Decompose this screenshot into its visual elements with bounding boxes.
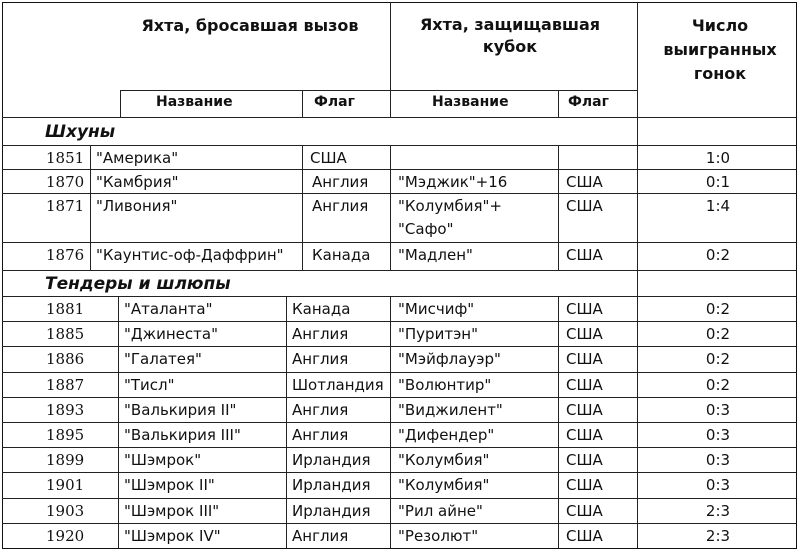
wins-cell: 0:3: [705, 476, 731, 495]
wins-cell: 0:1: [705, 173, 731, 191]
challenger-flag-cell: США: [310, 149, 347, 167]
grid-line: [2, 296, 796, 297]
year-cell: 1870: [46, 173, 85, 191]
grid-line: [286, 296, 287, 548]
defender-flag-cell: США: [566, 400, 603, 419]
defender-flag-cell: США: [566, 246, 603, 264]
year-cell: 1851: [46, 149, 85, 167]
year-cell: 1886: [46, 350, 85, 369]
defender-flag-cell: США: [566, 375, 603, 394]
grid-line: [558, 145, 559, 270]
defender-name-cell: "Мадлен": [398, 246, 473, 264]
defender-flag-cell: США: [566, 501, 603, 520]
subheader-defender-name: Название: [432, 94, 509, 110]
wins-cell: 0:2: [705, 325, 731, 344]
defender-name-cell-cont: "Сафо": [398, 220, 454, 238]
grid-line: [637, 145, 796, 146]
challenger-flag-cell: Канада: [292, 300, 351, 318]
year-cell: 1901: [46, 476, 85, 495]
defender-name-cell: "Рил айне": [398, 501, 483, 520]
grid-line: [390, 2, 391, 117]
defender-flag-cell: США: [566, 300, 603, 318]
header-defender: Яхта, защищавшая кубок: [419, 15, 601, 56]
grid-line: [637, 296, 638, 548]
wins-cell: 1:4: [705, 197, 731, 215]
year-cell: 1920: [46, 526, 85, 545]
wins-cell: 0:2: [705, 246, 731, 264]
grid-line: [120, 90, 637, 91]
year-cell: 1885: [46, 325, 85, 344]
defender-name-cell: "Резолют": [398, 526, 479, 545]
challenger-name-cell: "Аталанта": [124, 300, 213, 318]
subheader-defender-flag: Флаг: [568, 94, 609, 110]
section-tenders: Тендеры и шлюпы: [45, 274, 231, 294]
defender-name-cell: "Мэйфлауэр": [398, 350, 501, 369]
challenger-name-cell: "Шэмрок III": [124, 501, 220, 520]
wins-cell: 0:2: [705, 300, 731, 318]
grid-line: [2, 321, 796, 322]
challenger-flag-cell: Канада: [312, 246, 371, 264]
defender-name-cell: "Колумбия"+: [398, 197, 502, 215]
challenger-name-cell: "Валькирия II": [124, 400, 237, 419]
grid-line: [2, 422, 796, 423]
wins-cell: 0:3: [705, 426, 731, 444]
challenger-flag-cell: Англия: [292, 350, 349, 369]
header-wins: Число выигранных гонок: [663, 16, 777, 83]
challenger-name-cell: "Валькирия III": [124, 426, 241, 444]
grid-line: [2, 145, 637, 146]
defender-flag-cell: США: [566, 350, 603, 369]
challenger-flag-cell: Ирландия: [292, 451, 371, 470]
challenger-name-cell: "Джинеста": [124, 325, 218, 344]
wins-cell: 2:3: [705, 501, 731, 520]
year-cell: 1881: [46, 300, 85, 318]
challenger-name-cell: "Каунтис-оф-Даффрин": [96, 246, 284, 264]
defender-flag-cell: США: [566, 426, 603, 444]
grid-line: [302, 90, 303, 117]
wins-cell: 0:3: [705, 400, 731, 419]
grid-line: [558, 296, 559, 548]
challenger-flag-cell: Ирландия: [292, 476, 371, 495]
challenger-flag-cell: Англия: [292, 325, 349, 344]
defender-flag-cell: США: [566, 325, 603, 344]
wins-cell: 2:3: [705, 526, 731, 545]
challenger-name-cell: "Тисл": [124, 375, 175, 394]
defender-name-cell: "Виджилент": [398, 400, 503, 419]
year-cell: 1893: [46, 400, 85, 419]
grid-line: [2, 193, 796, 194]
challenger-flag-cell: Шотландия: [292, 375, 384, 394]
grid-line: [2, 498, 796, 499]
defender-flag-cell: США: [566, 526, 603, 545]
grid-line: [2, 2, 3, 549]
defender-name-cell: "Пуритэн": [398, 325, 479, 344]
challenger-name-cell: "Шэмрок": [124, 451, 202, 470]
defender-flag-cell: США: [566, 173, 603, 191]
challenger-name-cell: "Камбрия": [96, 173, 179, 191]
defender-flag-cell: США: [566, 476, 603, 495]
subheader-challenger-flag: Флаг: [314, 94, 355, 110]
defender-flag-cell: США: [566, 197, 603, 215]
challenger-flag-cell: Англия: [312, 197, 369, 215]
year-cell: 1887: [46, 375, 85, 394]
grid-line: [90, 145, 91, 270]
grid-line: [2, 472, 796, 473]
challenger-flag-cell: Англия: [292, 400, 349, 419]
section-schooners: Шхуны: [45, 122, 116, 142]
grid-line: [390, 296, 391, 548]
grid-line: [2, 447, 796, 448]
grid-line: [2, 242, 796, 243]
grid-line: [2, 2, 796, 3]
challenger-flag-cell: Англия: [292, 526, 349, 545]
grid-line: [2, 523, 796, 524]
grid-line: [2, 117, 796, 118]
grid-line: [2, 548, 796, 549]
challenger-name-cell: "Ливония": [96, 197, 178, 215]
header-challenger: Яхта, бросавшая вызов: [141, 16, 359, 35]
year-cell: 1876: [46, 246, 85, 264]
defender-name-cell: "Волюнтир": [398, 375, 492, 394]
grid-line: [390, 145, 391, 270]
year-cell: 1895: [46, 426, 85, 444]
grid-line: [637, 145, 638, 270]
defender-name-cell: "Мисчиф": [398, 300, 475, 318]
grid-line: [2, 372, 796, 373]
defender-name-cell: "Дифендер": [398, 426, 495, 444]
challenger-name-cell: "Шэмрок II": [124, 476, 215, 495]
challenger-name-cell: "Галатея": [124, 350, 202, 369]
challenger-flag-cell: Ирландия: [292, 501, 371, 520]
challenger-name-cell: "Шэмрок IV": [124, 526, 221, 545]
grid-line: [796, 2, 797, 549]
year-cell: 1899: [46, 451, 85, 470]
wins-cell: 0:3: [705, 451, 731, 470]
year-cell: 1871: [46, 197, 85, 215]
grid-line: [2, 346, 796, 347]
grid-line: [558, 90, 559, 117]
wins-cell: 1:0: [705, 149, 731, 167]
grid-line: [302, 145, 303, 270]
defender-flag-cell: США: [566, 451, 603, 470]
wins-cell: 0:2: [705, 350, 731, 369]
grid-line: [637, 270, 638, 296]
grid-line: [120, 90, 121, 117]
wins-cell: 0:2: [705, 375, 731, 394]
challenger-flag-cell: Англия: [292, 426, 349, 444]
challenger-name-cell: "Америка": [96, 149, 179, 167]
subheader-challenger-name: Название: [156, 94, 233, 110]
grid-line: [2, 397, 796, 398]
year-cell: 1903: [46, 501, 85, 520]
grid-line: [2, 270, 796, 271]
grid-line: [118, 296, 119, 548]
grid-line: [2, 169, 796, 170]
defender-name-cell: "Колумбия": [398, 476, 490, 495]
challenger-flag-cell: Англия: [312, 173, 369, 191]
defender-name-cell: "Мэджик"+16: [398, 173, 508, 191]
defender-name-cell: "Колумбия": [398, 451, 490, 470]
